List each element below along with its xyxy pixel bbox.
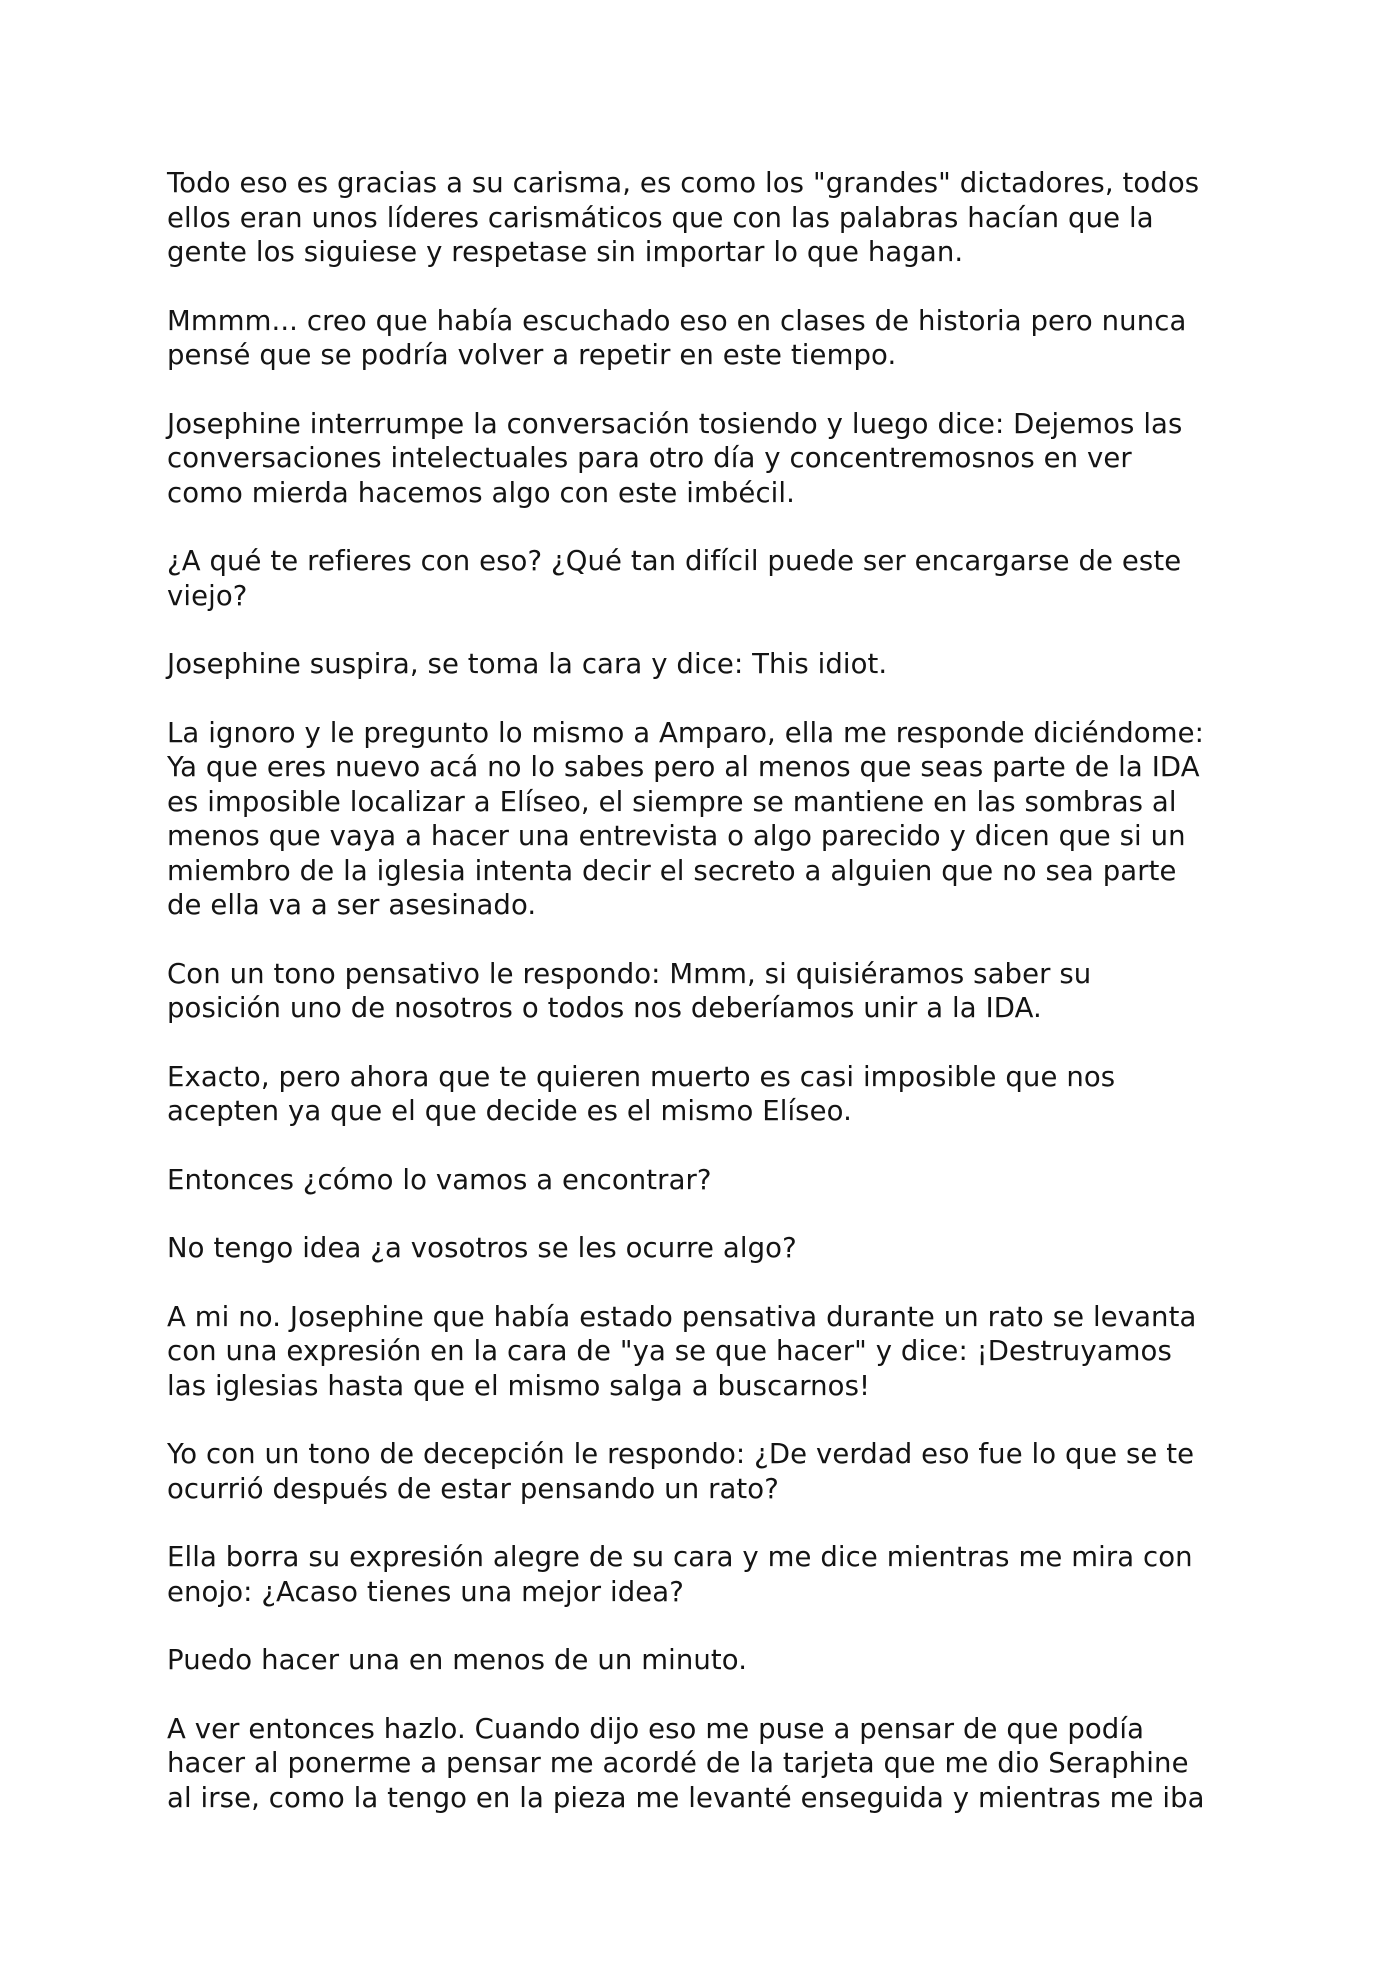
- text-line: enojo: ¿Acaso tienes una mejor idea?: [167, 1575, 684, 1608]
- text-line: Yo con un tono de decepción le respondo: ¿De verdad eso fue lo que se te: [167, 1438, 1195, 1470]
- paragraph-3: [167, 407, 1250, 511]
- text-line: de ella va a ser asesinado.: [167, 889, 537, 921]
- text-line: Ya que eres nuevo acá no lo sabes pero al menos que seas parte de la IDA: [167, 751, 1200, 783]
- paragraph-6: [167, 716, 1250, 923]
- text-line: ocurrió después de estar pensando un rato?: [167, 1472, 779, 1505]
- paragraph-5: [167, 647, 1250, 682]
- text-line: acepten ya que el que decide es el mismo Elíseo.: [167, 1095, 852, 1127]
- text-line: ellos eran unos líderes carismáticos que con las palabras hacían que la: [167, 201, 1154, 234]
- text-line: las iglesias hasta que el mismo salga a buscarnos!: [167, 1369, 871, 1402]
- text-line: La ignoro y le pregunto lo mismo a Amparo, ella me responde diciéndome:: [167, 716, 1204, 749]
- text-line: Josephine interrumpe la conversación tosiendo y luego dice: Dejemos las: [167, 407, 1183, 440]
- paragraph-12: [167, 1437, 1250, 1506]
- text-line: Exacto, pero ahora que te quieren muerto es casi imposible que nos: [167, 1060, 1116, 1093]
- text-line: A ver entonces hazlo. Cuando dijo eso me puse a pensar de que podía: [167, 1712, 1145, 1745]
- text-line: gente los siguiese y respetase sin importar lo que hagan.: [167, 236, 964, 268]
- text-line: hacer al ponerme a pensar me acordé de la tarjeta que me dio Seraphine: [167, 1747, 1189, 1779]
- text-line: Ella borra su expresión alegre de su cara y me dice mientras me mira con: [167, 1541, 1193, 1573]
- text-line: ¿A qué te refieres con eso? ¿Qué tan difícil puede ser encargarse de este: [167, 545, 1182, 577]
- text-line: Mmmm... creo que había escuchado eso en clases de historia pero nunca: [167, 304, 1187, 337]
- paragraph-2: [167, 304, 1250, 373]
- paragraph-10: [167, 1231, 1250, 1266]
- paragraph-14: [167, 1643, 1250, 1678]
- paragraph-1: [167, 166, 1250, 270]
- paragraph-4: [167, 544, 1250, 613]
- paragraph-9: [167, 1163, 1250, 1198]
- paragraph-7: [167, 957, 1250, 1026]
- text-line: conversaciones intelectuales para otro día y concentremosnos en ver: [167, 442, 1132, 474]
- text-line: pensé que se podría volver a repetir en este tiempo.: [167, 339, 897, 371]
- text-line: posición uno de nosotros o todos nos deberíamos unir a la IDA.: [167, 992, 1042, 1024]
- text-line: con una expresión en la cara de "ya se que hacer" y dice: ¡Destruyamos: [167, 1335, 1172, 1367]
- document-body: [167, 166, 1250, 1815]
- text-line: Todo eso es gracias a su carisma, es como los "grandes" dictadores, todos: [167, 167, 1200, 199]
- text-line: A mi no. Josephine que había estado pensativa durante un rato se levanta: [167, 1300, 1197, 1333]
- text-line: Con un tono pensativo le respondo: Mmm, si quisiéramos saber su: [167, 957, 1092, 990]
- text-line: Puedo hacer una en menos de un minuto.: [167, 1644, 748, 1676]
- text-line: No tengo idea ¿a vosotros se les ocurre algo?: [167, 1232, 797, 1264]
- text-line: menos que vaya a hacer una entrevista o algo parecido y dicen que si un: [167, 820, 1186, 852]
- text-line: viejo?: [167, 579, 248, 612]
- paragraph-15: [167, 1712, 1250, 1816]
- text-line: Entonces ¿cómo lo vamos a encontrar?: [167, 1163, 712, 1196]
- paragraph-13: [167, 1540, 1250, 1609]
- text-line: Josephine suspira, se toma la cara y dice: This idiot.: [167, 648, 888, 680]
- text-line: como mierda hacemos algo con este imbécil.: [167, 476, 795, 509]
- paragraph-8: [167, 1060, 1250, 1129]
- text-line: es imposible localizar a Elíseo, el siempre se mantiene en las sombras al: [167, 785, 1177, 818]
- text-line: al irse, como la tengo en la pieza me levanté enseguida y mientras me iba: [167, 1781, 1205, 1814]
- text-line: miembro de la iglesia intenta decir el secreto a alguien que no sea parte: [167, 854, 1177, 887]
- paragraph-11: [167, 1300, 1250, 1404]
